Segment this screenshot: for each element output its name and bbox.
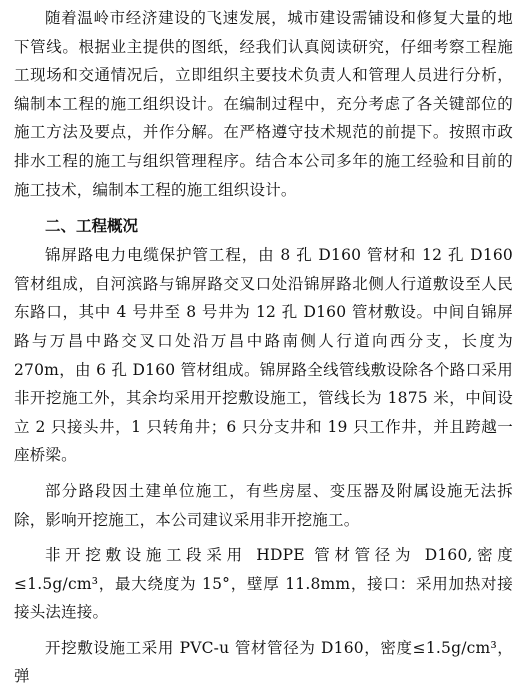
intro-paragraph: 随着温岭市经济建设的飞速发展，城市建设需铺设和修复大量的地下管线。根据业主提供的图纸，经我们认真阅读研究，仔细考察工程施工现场和交通情况后，立即组织主要技术负责人和管理人员进行分析，编制本工程的施工组织设计。在编制过程中，充分考虑了各关键部位的施工方法及要点，并作分解。在严格遵守技术规范的前提下。按照市政排水工程的施工与组织管理程序。结合本公司多年的施工经验和目前的施工技术，编制本工程的施工组织设计。 (14, 9, 513, 199)
spacer (14, 534, 513, 541)
section-heading: 二、工程概况 (45, 217, 139, 236)
overview-paragraph-2: 部分路段因土建单位施工，有些房屋、变压器及附属设施无法拆除，影响开挖施工，本公司建议采用非开挖施工。 (14, 481, 513, 529)
overview-paragraph-1: 锦屏路电力电缆保护管工程，由 8 孔 D160 管材和 12 孔 D160 管材组成，自河滨路与锦屏路交叉口处沿锦屏路北侧人行道敷设至人民东路口，其中 4 号井至 8 号井为 12 孔 D160 管材敷设。中间自锦屏路与万昌中路交叉口处沿万昌中路南侧人行道向西分支，长度为 270m，由 6 孔 D160 管材组成。锦屏路全线管线敷设除各个路口采用非开挖施工外，其余均采用开挖敷设施工，管线长为 1875 米，中间设立 2 只接头井，1 只转角井；6 只分支井和 19 只工作井，并且跨越一座桥梁。 (14, 246, 513, 465)
spacer (14, 627, 513, 634)
spacer (14, 470, 513, 477)
overview-paragraph-4: 开挖敷设施工采用 PVC-u 管材管径为 D160，密度≤1.5g/cm³，弹 (14, 638, 513, 686)
spacer (14, 204, 513, 211)
overview-paragraph-3: 非开挖敷设施工段采用 HDPE 管材管径为 D160,密度≤1.5g/cm³，最大绕度为 15°，壁厚 11.8mm，接口：采用加热对接接头法连接。 (14, 546, 513, 622)
